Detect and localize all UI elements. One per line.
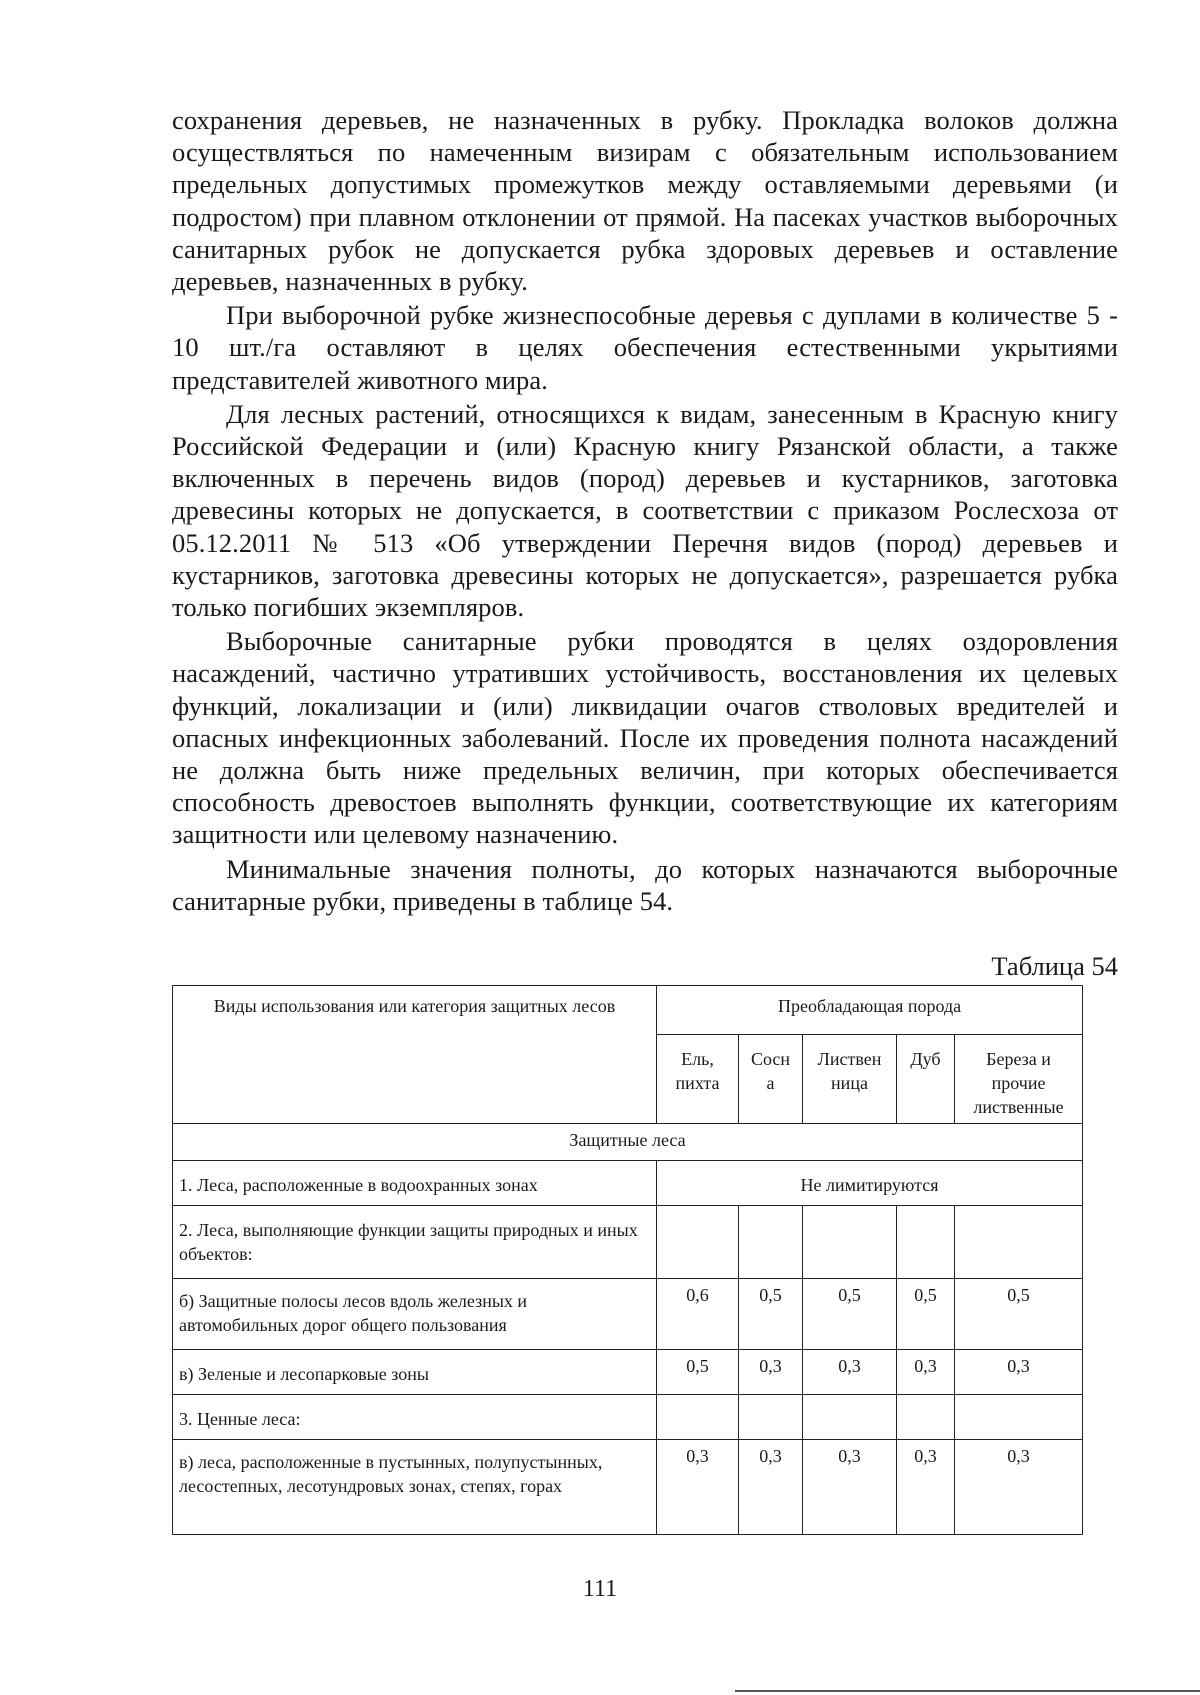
row-value-empty (803, 1206, 897, 1279)
header-species-larch: Листвен ница (803, 1035, 897, 1124)
table-row (173, 1395, 1083, 1440)
row-value-water: Не лимитируются (657, 1161, 1083, 1206)
row-label-valuable: 3. Ценные леса: (173, 1395, 657, 1440)
header-category: Виды использования или категория защитных лесов (173, 986, 657, 1124)
paragraph-1: сохранения деревьев, не назначенных в рубку. Прокладка волоков должна осуществляться по намеченным визирам с обязательным использованием предельных допустимых промежутков между оставляемыми деревьями (и подростом) при плавном отклонении от прямой. На пасеках участков выборочных санитарных рубок не допускается рубка здоровых деревьев и оставление деревьев, назначенных в рубку. (172, 105, 1118, 297)
row-value-desert-larch: 0,3 (803, 1440, 897, 1535)
table-header-row (173, 986, 1083, 1035)
row-value-green-larch: 0,3 (803, 1350, 897, 1395)
row-value-empty (657, 1395, 739, 1440)
row-value-roads-birch: 0,5 (955, 1279, 1083, 1350)
row-value-empty (955, 1206, 1083, 1279)
header-species-group: Преобладающая порода (657, 986, 1083, 1035)
row-value-empty (803, 1395, 897, 1440)
row-value-desert-pine: 0,3 (739, 1440, 803, 1535)
row-value-green-pine: 0,3 (739, 1350, 803, 1395)
row-value-roads-pine: 0,5 (739, 1279, 803, 1350)
row-value-roads-oak: 0,5 (897, 1279, 955, 1350)
row-label-protection: 2. Леса, выполняющие функции защиты природных и иных объектов: (173, 1206, 657, 1279)
row-value-empty (897, 1395, 955, 1440)
row-label-desert: в) леса, расположенные в пустынных, полупустынных, лесостепных, лесотундровых зонах, степях, горах (173, 1440, 657, 1535)
row-value-desert-spruce: 0,3 (657, 1440, 739, 1535)
header-species-pine: Сосн а (739, 1035, 803, 1124)
row-value-desert-oak: 0,3 (897, 1440, 955, 1535)
paragraph-4: Выборочные санитарные рубки проводятся в целях оздоровления насаждений, частично утративших устойчивость, восстановления их целевых функций, локализации и (или) ликвидации очагов стволовых вредителей и опасных инфекционных заболеваний. После их проведения полнота насаждений не должна быть ниже предельных величин, при которых обеспечивается способность древостоев выполнять функции, соответствующие их категориям защитности или целевому назначению. (172, 626, 1118, 850)
row-value-empty (657, 1206, 739, 1279)
table-row (173, 1440, 1083, 1535)
paragraph-2: При выборочной рубке жизнеспособные деревья с дуплами в количестве 5 - 10 шт./га оставляют в целях обеспечения естественными укрытиями представителей животного мира. (172, 300, 1118, 395)
table-section-row (173, 1124, 1083, 1161)
paragraph-5: Минимальные значения полноты, до которых назначаются выборочные санитарные рубки, приведены в таблице 54. (172, 853, 1118, 916)
row-value-desert-birch: 0,3 (955, 1440, 1083, 1535)
table-row (173, 1350, 1083, 1395)
page-number: 111 (582, 1576, 618, 1602)
row-value-empty (739, 1206, 803, 1279)
row-value-roads-spruce: 0,6 (657, 1279, 739, 1350)
row-value-empty (955, 1395, 1083, 1440)
section-protective-forests: Защитные леса (173, 1124, 1083, 1161)
paragraph-3: Для лесных растений, относящихся к видам, занесенным в Красную книгу Российской Федерации и (или) Красную книгу Рязанской области, а также включенных в перечень видов (пород) деревьев и кустарников, заготовка древесины которых не допускается, в соответствии с приказом Рослесхоза от 05.12.2011 № 513 «Об утверждении Перечня видов (пород) деревьев и кустарников, заготовка древесины которых не допускается», разрешается рубка только погибших экземпляров. (172, 398, 1118, 623)
table-caption: Таблица 54 (991, 951, 1118, 981)
row-value-roads-larch: 0,5 (803, 1279, 897, 1350)
table-row (173, 1279, 1083, 1350)
row-label-roads: б) Защитные полосы лесов вдоль железных и автомобильных дорог общего пользования (173, 1279, 657, 1350)
row-value-empty (739, 1395, 803, 1440)
header-species-spruce: Ель, пихта (657, 1035, 739, 1124)
header-species-birch: Береза и прочие лиственные (955, 1035, 1083, 1124)
row-value-green-birch: 0,3 (955, 1350, 1083, 1395)
row-value-empty (897, 1206, 955, 1279)
density-table (172, 985, 1083, 1535)
row-label-water: 1. Леса, расположенные в водоохранных зонах (173, 1161, 657, 1206)
document-body (172, 104, 1118, 917)
row-value-green-oak: 0,3 (897, 1350, 955, 1395)
row-value-green-spruce: 0,5 (657, 1350, 739, 1395)
header-species-oak: Дуб (897, 1035, 955, 1124)
row-label-green: в) Зеленые и лесопарковые зоны (173, 1350, 657, 1395)
scan-edge-line (735, 1690, 1200, 1692)
table-row (173, 1161, 1083, 1206)
table-row (173, 1206, 1083, 1279)
